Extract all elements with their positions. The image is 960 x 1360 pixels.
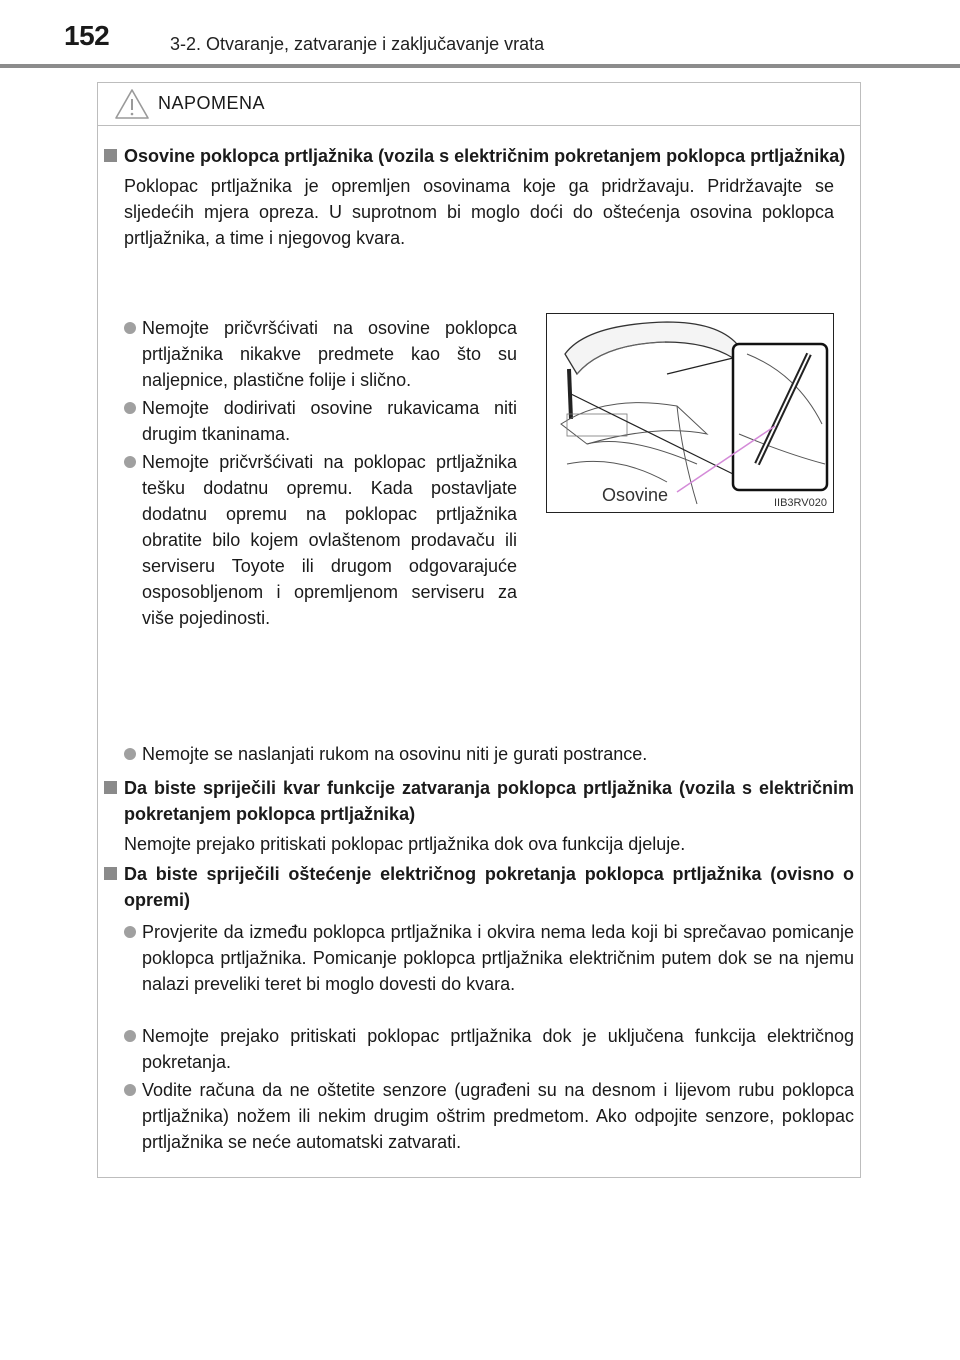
page-number: 152	[64, 20, 110, 51]
section-text: Poklopac prtljažnika je opremljen osovinama koje ga pridržavaju. Pridržavajte se sljedećih mjera opreza. U suprotnom bi moglo doći do oštećenja osovina poklopca prtljažnika, a time i njegovog kvara.	[124, 176, 834, 248]
notice-title: NAPOMENA	[158, 93, 266, 113]
figure-label: Osovine	[602, 485, 669, 505]
section-power-liftgate	[104, 861, 854, 913]
notice-box	[97, 82, 861, 1178]
warning-triangle-icon	[114, 88, 150, 120]
list-item: Nemojte se naslanjati rukom na osovinu niti je gurati postrance.	[124, 741, 854, 767]
list-item: Nemojte pričvršćivati na osovine poklopca prtljažnika nikakve predmete kao što su naljepnice, plastične folije i slično.	[124, 315, 517, 393]
list-item: Nemojte dodirivati osovine rukavicama niti drugim tkaninama.	[124, 395, 517, 447]
circle-bullet-icon	[124, 322, 136, 334]
circle-bullet-icon	[124, 456, 136, 468]
circle-bullet-icon	[124, 1030, 136, 1042]
list-item: Provjerite da između poklopca prtljažnika i okvira nema leda koji bi sprečavao pomicanje poklopca prtljažnika. Pomicanje poklopca prtljažnika električnim putem dok se na njemu nalazi preveliki teret bi moglo dovesti do kvara.	[124, 919, 854, 997]
section-title: Da biste spriječili oštećenje električnog pokretanja poklopca prtljažnika (ovisno o opremi)	[104, 861, 854, 913]
notice-header	[98, 83, 860, 126]
list-item: Nemojte prejako pritiskati poklopac prtljažnika dok je uključena funkcija električnog pokretanja.	[124, 1023, 854, 1075]
header-rule	[0, 64, 960, 68]
circle-bullet-icon	[124, 402, 136, 414]
list-item: Nemojte pričvršćivati na poklopac prtljažnika tešku dodatnu opremu. Kada postavljate dodatnu opremu na poklopac prtljažnika obratite bilo kojem ovlaštenom prodavaču ili serviseru Toyote ili drugom odgovarajuće osposobljenom i opremljenom serviseru za više pojedinosti.	[124, 449, 517, 631]
section-shafts	[104, 143, 854, 251]
list-item: Vodite računa da ne oštetite senzore (ugrađeni su na desnom i lijevom rubu poklopca prtljažnika) nožem ili nekim drugim oštrim predmetom. Ako odpojite senzore, poklopac prtljažnika se neće automatski zatvarati.	[124, 1077, 854, 1155]
square-bullet-icon	[104, 867, 117, 880]
section-title: Da biste spriječili kvar funkcije zatvaranja poklopca prtljažnika (vozila s električnim pokretanjem poklopca prtljažnika)	[104, 775, 854, 827]
section-text: Nemojte prejako pritiskati poklopac prtljažnika dok ova funkcija djeluje.	[124, 834, 686, 854]
figure-code: IIB3RV020	[773, 497, 827, 509]
square-bullet-icon	[104, 149, 117, 162]
section-header: 3-2. Otvaranje, zatvaranje i zaključavanje vrata	[170, 34, 545, 54]
circle-bullet-icon	[124, 926, 136, 938]
circle-bullet-icon	[124, 748, 136, 760]
liftgate-drawing	[547, 314, 833, 512]
circle-bullet-icon	[124, 1084, 136, 1096]
liftgate-illustration	[546, 313, 834, 513]
section-closing-function	[104, 775, 854, 857]
square-bullet-icon	[104, 781, 117, 794]
section-title: Osovine poklopca prtljažnika (vozila s električnim pokretanjem poklopca prtljažnika)	[104, 143, 854, 169]
